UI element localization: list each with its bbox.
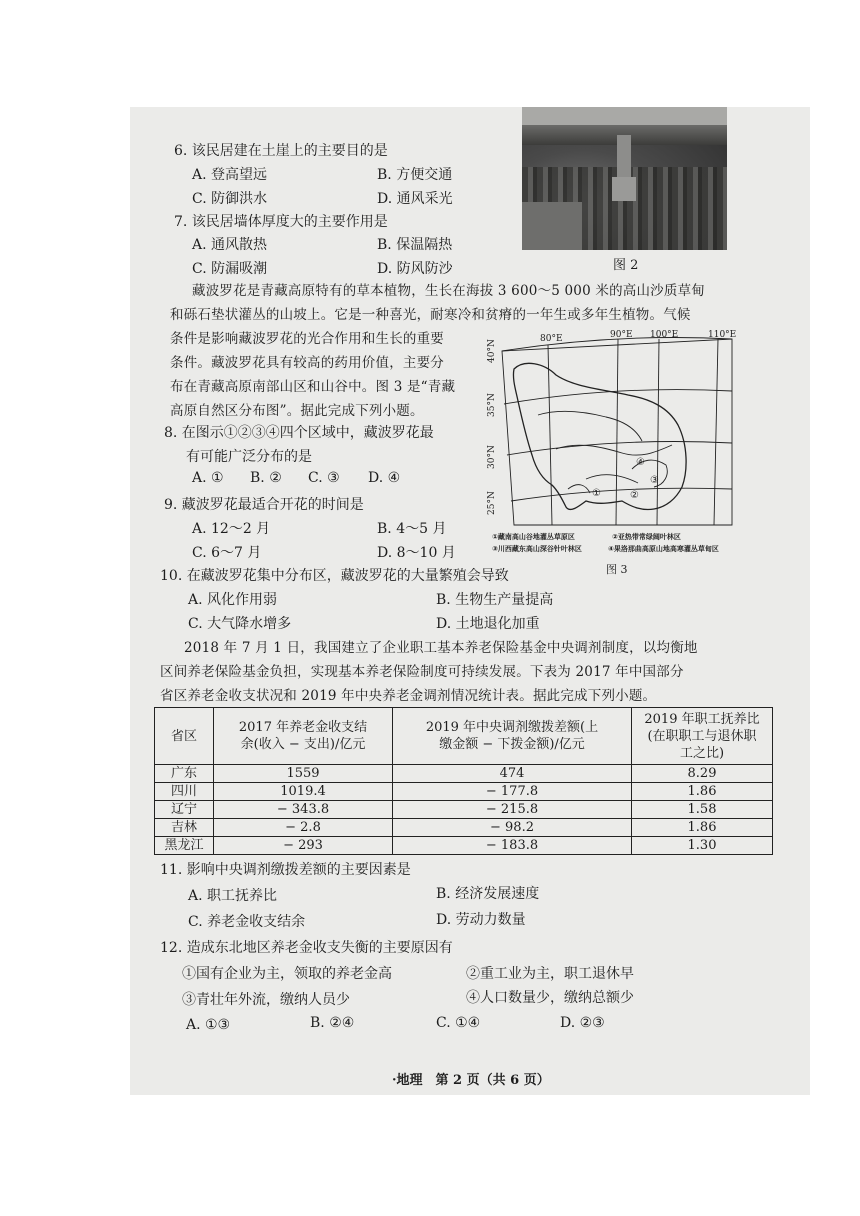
q9-option-d: D. 8～10 月 [377, 545, 456, 561]
q8-stem: 8. 在图示①②③④四个区域中，藏波罗花最 [164, 425, 434, 441]
table-header-row [155, 708, 773, 765]
q8-stem-cont: 有可能广泛分布的是 [186, 449, 312, 465]
q10-stem: 10. 在藏波罗花集中分布区，藏波罗花的大量繁殖会导致 [160, 568, 509, 584]
q7-option-c: C. 防漏吸潮 [192, 261, 268, 277]
q9-option-a: A. 12～2 月 [192, 521, 271, 537]
region-3-label: ③ [650, 475, 659, 486]
lon-100-label: 100°E [650, 330, 679, 340]
q9-stem: 9. 藏波罗花最适合开花的时间是 [164, 497, 364, 513]
q10-option-b: B. 生物生产量提高 [436, 592, 554, 608]
passage2-line1: 2018 年 7 月 1 日，我国建立了企业职工基本养老保险基金中央调剂制度，以均衡地 [184, 640, 698, 656]
q10-option-d: D. 土地退化加重 [436, 616, 540, 632]
region-4-label: ④ [636, 457, 645, 468]
passage1-line6: 高原自然区分布图”。据此完成下列小题。 [170, 403, 424, 419]
lon-110-label: 110°E [708, 330, 737, 340]
village-photo [522, 107, 727, 250]
tibet-plateau-map [482, 329, 737, 579]
figure-3-caption: 图 3 [606, 563, 628, 576]
q12-statement-1: ①国有企业为主，领取的养老金高 [182, 966, 392, 982]
q11-option-a: A. 职工抚养比 [188, 888, 278, 904]
q6-option-b: B. 方便交通 [377, 167, 453, 183]
legend-2: ②亚热带常绿阔叶林区 [612, 533, 681, 541]
table-row: 吉林 − 2.8 − 98.2 1.86 [155, 819, 773, 837]
pension-table [154, 707, 773, 855]
header-dependency-ratio: 2019 年职工抚养比 (在职职工与退休职 工之比) [632, 708, 773, 765]
q6-option-d: D. 通风采光 [377, 191, 453, 207]
region-1-label: ① [592, 488, 601, 499]
passage2-line3: 省区养老金收支状况和 2019 年中央养老金调剂情况统计表。据此完成下列小题。 [160, 688, 657, 704]
q11-stem: 11. 影响中央调剂缴拨差额的主要因素是 [160, 862, 411, 878]
passage1-line1: 藏波罗花是青藏高原特有的草本植物，生长在海拔 3 600～5 000 米的高山沙质草甸 [192, 283, 705, 299]
q7-option-b: B. 保温隔热 [377, 237, 453, 253]
q12-option-c: C. ①④ [436, 1015, 481, 1031]
lat-40-label: 40°N [487, 339, 497, 363]
legend-3: ③川西藏东高山深谷针叶林区 [492, 545, 582, 553]
lat-25-label: 25°N [487, 491, 497, 515]
q8-option-a: A. ① [192, 470, 224, 486]
q12-statement-2: ②重工业为主，职工退休早 [466, 966, 634, 982]
figure-2-caption: 图 2 [613, 258, 639, 273]
q9-option-b: B. 4～5 月 [377, 521, 447, 537]
passage1-line4: 条件。藏波罗花具有较高的药用价值，主要分 [170, 355, 444, 371]
q9-option-c: C. 6～7 月 [192, 545, 262, 561]
legend-1: ①藏南高山谷地灌丛草原区 [492, 533, 575, 541]
q11-option-d: D. 劳动力数量 [436, 912, 526, 928]
q6-stem: 6. 该民居建在土崖上的主要目的是 [174, 143, 388, 159]
q12-option-d: D. ②③ [560, 1015, 605, 1031]
lat-35-label: 35°N [487, 393, 497, 417]
q12-statement-4: ④人口数量少，缴纳总额少 [466, 990, 634, 1006]
q6-option-c: C. 防御洪水 [192, 191, 268, 207]
q12-statement-3: ③青壮年外流，缴纳人员少 [182, 992, 350, 1008]
q11-option-c: C. 养老金收支结余 [188, 914, 306, 930]
q12-stem: 12. 造成东北地区养老金收支失衡的主要原因有 [160, 940, 453, 956]
q7-stem: 7. 该民居墙体厚度大的主要作用是 [174, 214, 388, 230]
q8-option-c: C. ③ [308, 470, 340, 486]
q12-option-b: B. ②④ [310, 1015, 355, 1031]
q7-option-a: A. 通风散热 [192, 237, 268, 253]
header-balance: 2017 年养老金收支结 余(收入 − 支出)/亿元 [214, 708, 393, 765]
lat-30-label: 30°N [487, 445, 497, 469]
page-footer: ·地理 第 2 页（共 6 页） [392, 1073, 550, 1088]
legend-4: ④果洛那曲高原山地高寒灌丛草甸区 [608, 545, 719, 553]
passage1-line5: 布在青藏高原南部山区和山谷中。图 3 是“青藏 [170, 379, 456, 395]
passage1-line3: 条件是影响藏波罗花的光合作用和生长的重要 [170, 331, 444, 347]
q11-option-b: B. 经济发展速度 [436, 886, 540, 902]
passage1-line2: 和砾石垫状灌丛的山坡上。它是一种喜光，耐寒冷和贫瘠的一年生或多年生植物。气候 [170, 307, 691, 323]
q6-option-a: A. 登高望远 [192, 167, 268, 183]
passage2-line2: 区间养老保险基金负担，实现基本养老保险制度可持续发展。下表为 2017 年中国部分 [160, 664, 684, 680]
lon-90-label: 90°E [610, 330, 633, 340]
header-transfer: 2019 年中央调剂缴拨差额(上 缴金额 − 下拨金额)/亿元 [393, 708, 632, 765]
table-row: 辽宁 − 343.8 − 215.8 1.58 [155, 801, 773, 819]
q8-option-b: B. ② [250, 470, 282, 486]
q10-option-a: A. 风化作用弱 [188, 592, 278, 608]
exam-page [130, 107, 810, 1095]
q12-option-a: A. ①③ [186, 1017, 231, 1033]
q10-option-c: C. 大气降水增多 [188, 616, 292, 632]
q7-option-d: D. 防风防沙 [377, 261, 453, 277]
table-row: 四川 1019.4 − 177.8 1.86 [155, 783, 773, 801]
table-row: 广东 1559 474 8.29 [155, 765, 773, 783]
header-province: 省区 [155, 708, 214, 765]
table-row: 黑龙江 − 293 − 183.8 1.30 [155, 837, 773, 855]
lon-80-label: 80°E [540, 334, 563, 344]
q8-option-d: D. ④ [368, 470, 401, 486]
region-2-label: ② [630, 490, 639, 501]
